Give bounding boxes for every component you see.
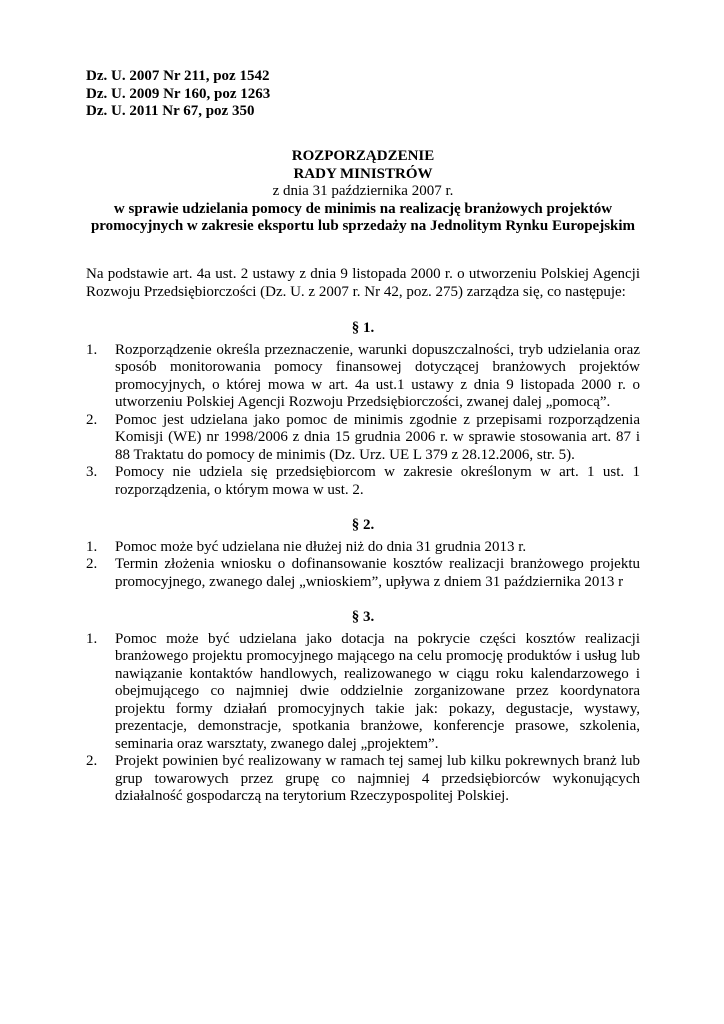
intro-paragraph: Na podstawie art. 4a ust. 2 ustawy z dnia 9 listopada 2000 r. o utworzeniu Polskiej Agencji Rozwoju Przedsiębiorczości (Dz. U. z 2007 r. Nr 42, poz. 275) zarządza się, co następuje: [86,266,640,300]
item-number: 1. [86,630,98,647]
item-text: Termin złożenia wniosku o dofinansowanie kosztów realizacji branżowego projektu promocyjnego, zwanego dalej „wnioskiem”, upływa z dniem 31 października 2013 r [115,556,640,590]
list-item [86,753,640,806]
list-item [86,539,640,557]
item-text: Pomocy nie udziela się przedsiębiorcom w zakresie określonym w art. 1 ust. 1 rozporządzenia, o którym mowa w ust. 2. [115,464,640,498]
item-number: 3. [86,464,98,480]
item-text: Pomoc jest udzielana jako pomoc de minimis zgodnie z przepisami rozporządzenia Komisji (WE) nr 1998/2006 z dnia 15 grudnia 2006 r. w sprawie stosowania art. 87 i 88 Traktatu do pomocy de minimis (Dz. Urz. UE L 379 z 28.12.2006, str. 5). [115,411,640,463]
item-number: 2. [86,753,98,769]
regulation-title [86,148,640,236]
item-text: Projekt powinien być realizowany w ramach tej samej lub kilku pokrewnych branż lub grup towarowych przez grupę co najmniej 4 przedsiębiorców wykonujących działalność gospodarczą na terytorium Rzeczypospolitej Polskiej. [115,753,640,804]
subject-line-1: w sprawie udzielania pomocy de minimis na realizację branżowych projektów [113,200,613,217]
section-1 [86,320,640,499]
item-number: 2. [86,411,98,428]
section-2 [86,517,640,591]
subject-line-2: promocyjnych w zakresie eksportu lub sprzedaży na Jednolitym Rynku Europejskim [90,218,636,234]
list-item [86,464,640,499]
item-text: Pomoc może być udzielana jako dotacja na pokrycie części kosztów realizacji branżowego projektu promocyjnego mającego na celu promocję produktów i usług lub nawiązanie kontaktów handlowych, realizowanego w ciągu roku kalendarzowego i obejmującego co najmniej dwie oddzielnie zorganizowane przez koordynatora projektu formy działań promocyjnych takie jak: pokazy, degustacje, wystawy, prezentacje, demonstracje, spotkania branżowe, konferencje prasowe, szkolenia, seminaria oraz warsztaty, zwanego dalej „projektem”. [115,630,640,752]
list-item [86,342,640,412]
journal-references [86,68,270,121]
journal-reference: Dz. U. 2009 Nr 160, poz 1263 [86,85,271,102]
title-line-1: ROZPORZĄDZENIE [291,148,435,164]
list-item [86,631,640,754]
journal-reference: Dz. U. 2011 Nr 67, poz 350 [86,103,255,119]
section-3 [86,609,640,806]
item-number: 1. [86,538,98,555]
section-heading: § 2. [351,517,375,533]
journal-reference: Dz. U. 2007 Nr 211, poz 1542 [86,68,270,84]
section-heading: § 1. [351,320,375,336]
section-heading: § 3. [351,609,375,625]
title-date: z dnia 31 października 2007 r. [272,183,454,199]
item-text: Rozporządzenie określa przeznaczenie, warunki dopuszczalności, tryb udzielania oraz sposób monitorowania pomocy finansowej dotyczącej branżowych projektów promocyjnych, o której mowa w art. 4a ust.1 ustawy z dnia 9 listopada 2000 r. o utworzeniu Polskiej Agencji Rozwoju Przedsiębiorczości, zwanej dalej „pomocą”. [115,341,640,410]
title-line-2: RADY MINISTRÓW [293,165,433,182]
item-number: 2. [86,556,98,572]
list-item [86,412,640,465]
list-item [86,556,640,591]
item-number: 1. [86,341,98,358]
sections [86,320,640,824]
item-text: Pomoc może być udzielana nie dłużej niż do dnia 31 grudnia 2013 r. [115,538,527,555]
